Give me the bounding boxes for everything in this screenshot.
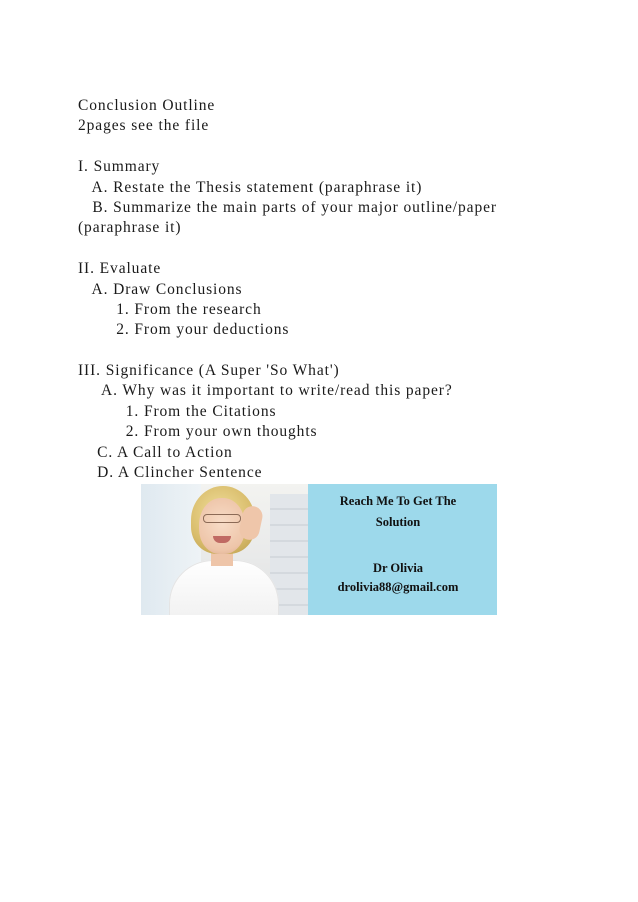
outline-text bbox=[78, 96, 578, 483]
blank-line bbox=[78, 137, 578, 157]
evaluate-item-a: A. Draw Conclusions bbox=[78, 280, 243, 298]
section-significance-heading: III. Significance (A Super 'So What') bbox=[78, 362, 340, 380]
evaluate-subitem-2: 2. From your deductions bbox=[78, 321, 290, 339]
blank-line bbox=[78, 341, 578, 361]
promo-headline: Reach Me To Get The bbox=[339, 494, 457, 508]
significance-subitem-1: 1. From the Citations bbox=[78, 402, 277, 420]
section-evaluate-heading: II. Evaluate bbox=[78, 260, 162, 278]
significance-item-a: A. Why was it important to write/read this paper? bbox=[78, 382, 453, 400]
significance-item-d: D. A Clincher Sentence bbox=[78, 464, 263, 482]
summary-item-b-continued: (paraphrase it) bbox=[78, 219, 182, 237]
promo-info-panel bbox=[308, 484, 497, 615]
promo-email: drolivia88@gmail.com bbox=[337, 580, 459, 594]
promo-banner bbox=[141, 484, 497, 615]
doc-title: Conclusion Outline bbox=[78, 97, 216, 114]
evaluate-subitem-1: 1. From the research bbox=[78, 300, 262, 318]
significance-subitem-2: 2. From your own thoughts bbox=[78, 423, 318, 441]
summary-item-a: A. Restate the Thesis statement (paraphrase it) bbox=[78, 178, 423, 196]
summary-item-b: B. Summarize the main parts of your major outline/paper bbox=[78, 198, 497, 216]
promo-headline-2: Solution bbox=[375, 515, 421, 529]
promo-photo bbox=[141, 484, 308, 615]
section-summary-heading: I. Summary bbox=[78, 158, 161, 176]
significance-item-c: C. A Call to Action bbox=[78, 443, 233, 461]
doc-subtitle: 2pages see the file bbox=[78, 117, 210, 135]
blank-line bbox=[78, 239, 578, 259]
promo-name: Dr Olivia bbox=[372, 561, 424, 575]
